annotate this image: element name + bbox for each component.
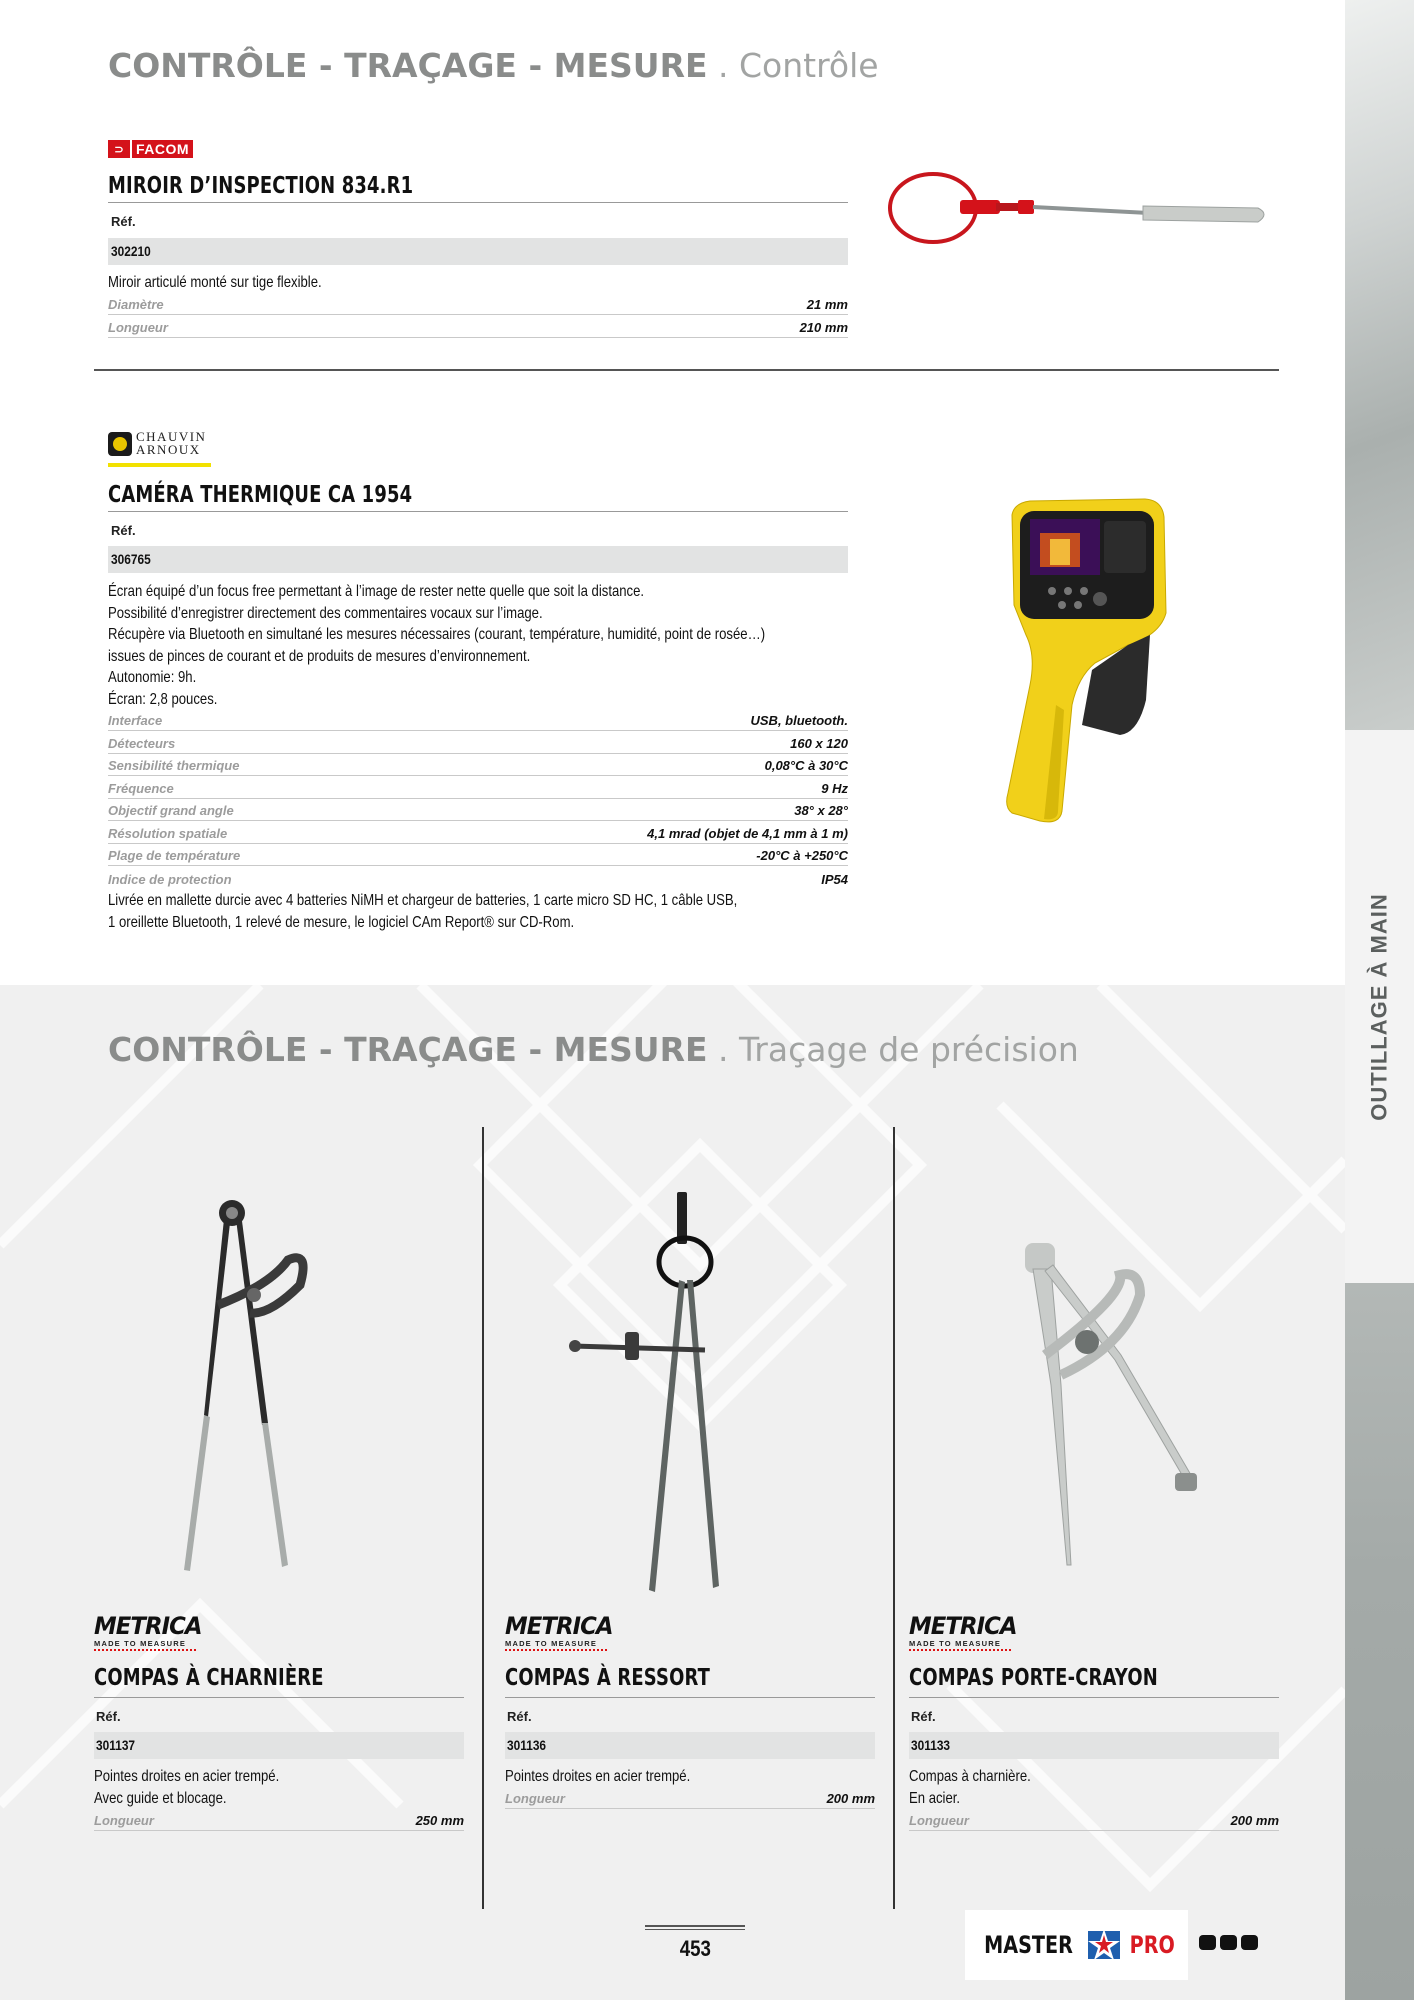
spec-key: Longueur [108, 319, 168, 335]
section-divider [94, 369, 1279, 371]
metrica-logo [909, 1614, 1019, 1652]
facom-mark-icon: ⊃ [108, 140, 130, 158]
masterpro-right: PRO [1129, 1931, 1175, 1959]
description-pencil-compass [909, 1766, 1031, 1809]
section-title-sub: . Contrôle [707, 46, 879, 85]
ref-label: Réf. [111, 214, 136, 229]
description-line: Possibilité d’enregistrer directement des commentaires vocaux sur l’image. [108, 604, 543, 622]
page-number-text: 453 [679, 1936, 711, 1961]
description-spring-compass [505, 1766, 690, 1788]
masterpro-star-icon [1084, 1925, 1124, 1965]
spec-value: 9 Hz [821, 780, 848, 796]
spec-value: 21 mm [806, 296, 848, 312]
ref-bar [108, 546, 848, 573]
spec-row [108, 708, 848, 731]
side-decoration-top [1345, 0, 1414, 730]
description-line: Compas à charnière. [909, 1768, 1031, 1785]
description-line: Pointes droites en acier trempé. [94, 1768, 280, 1785]
section-title-tracing [108, 1030, 1079, 1069]
ref-value-mirror: 302210 [111, 243, 151, 259]
ref-bar [94, 1732, 464, 1759]
side-decoration-bottom [1345, 1283, 1414, 2000]
spec-key: Longueur [909, 1812, 969, 1828]
title-rule [108, 202, 848, 203]
spec-row [108, 776, 848, 799]
page-number [645, 1925, 745, 1962]
spec-key: Fréquence [108, 780, 174, 796]
ref-label: Réf. [507, 1709, 532, 1724]
spec-row [108, 843, 848, 866]
section-title-control [108, 46, 879, 85]
footer-dots [1199, 1935, 1258, 1950]
section-title-sub: . Traçage de précision [707, 1030, 1079, 1069]
masterpro-left: MASTER [983, 1931, 1073, 1959]
ref-value-pencil-compass: 301133 [911, 1737, 951, 1753]
description-mirror [108, 272, 322, 294]
thermal-camera-image [1000, 495, 1175, 830]
description-line: Écran: 2,8 pouces. [108, 690, 218, 708]
section-title-main: CONTRÔLE - TRAÇAGE - MESURE [108, 1030, 708, 1069]
spec-value: IP54 [821, 871, 848, 887]
delivery-note-camera [108, 890, 737, 933]
spec-value: 38° x 28° [794, 802, 848, 818]
spec-key: Diamètre [108, 296, 164, 312]
spec-row [108, 798, 848, 821]
description-line: Récupère via Bluetooth en simultané les mesures nécessaires (courant, température, humidité, point de rosée…) [108, 626, 766, 643]
ref-value-hinge-compass: 301137 [96, 1737, 136, 1753]
spec-value: -20°C à +250°C [756, 847, 848, 863]
spec-key: Interface [108, 712, 163, 728]
spec-key: Indice de protection [108, 871, 232, 887]
spec-row [108, 292, 848, 315]
spec-value: 200 mm [1230, 1812, 1279, 1828]
metrica-logo [94, 1614, 204, 1652]
description-camera [108, 581, 765, 710]
metrica-tagline: MADE TO MEASURE [505, 1639, 607, 1651]
column-divider [482, 1127, 484, 1909]
metrica-tagline: MADE TO MEASURE [909, 1639, 1011, 1651]
spec-key: Objectif grand angle [108, 802, 234, 818]
spec-key: Plage de température [108, 847, 241, 863]
spec-key: Sensibilité thermique [108, 757, 240, 773]
ref-value-camera: 306765 [111, 551, 151, 567]
spec-value: 200 mm [826, 1790, 875, 1806]
spec-key: Longueur [505, 1790, 565, 1806]
section-title-main: CONTRÔLE - TRAÇAGE - MESURE [108, 46, 708, 85]
title-rule [505, 1697, 875, 1698]
side-tab-label: OUTILLAGE À MAIN [1366, 892, 1392, 1121]
title-rule [108, 511, 848, 512]
description-hinge-compass [94, 1766, 279, 1809]
ref-label: Réf. [96, 1709, 121, 1724]
product-title-pencil-compass: COMPAS PORTE-CRAYON [909, 1665, 1158, 1691]
spec-value: 0,08°C à 30°C [764, 757, 848, 773]
pencil-compass-image [1015, 1235, 1215, 1575]
dot-shape [1220, 1935, 1237, 1950]
description-line: En acier. [909, 1789, 961, 1807]
spec-key: Longueur [94, 1812, 154, 1828]
dot-shape [1199, 1935, 1216, 1950]
product-title-camera: CAMÉRA THERMIQUE CA 1954 [108, 482, 413, 508]
spec-value: USB, bluetooth. [750, 712, 848, 728]
metrica-wordmark: METRICA [94, 1612, 202, 1640]
ref-bar [909, 1732, 1279, 1759]
metrica-tagline: MADE TO MEASURE [94, 1639, 196, 1651]
spec-row [909, 1808, 1279, 1831]
chauvin-arnoux-logo [108, 430, 211, 466]
title-rule [94, 1697, 464, 1698]
spec-row [108, 315, 848, 338]
spring-compass-image [565, 1190, 725, 1600]
hinge-compass-image [170, 1195, 320, 1575]
product-title-spring-compass: COMPAS À RESSORT [505, 1665, 711, 1691]
spec-key: Résolution spatiale [108, 825, 228, 841]
description-line: Miroir articulé monté sur tige flexible. [108, 274, 322, 291]
spec-key: Détecteurs [108, 735, 176, 751]
facom-wordmark: FACOM [132, 140, 193, 158]
metrica-logo [505, 1614, 615, 1652]
brand-underline [108, 463, 211, 467]
ref-bar [505, 1732, 875, 1759]
spec-value: 160 x 120 [790, 735, 848, 751]
spec-row [94, 1808, 464, 1831]
product-title-hinge-compass: COMPAS À CHARNIÈRE [94, 1665, 324, 1691]
spec-row [108, 821, 848, 844]
spec-value: 250 mm [415, 1812, 464, 1828]
ref-label: Réf. [911, 1709, 936, 1724]
spec-value: 210 mm [799, 319, 848, 335]
facom-logo [108, 140, 193, 158]
masterpro-logo [965, 1910, 1188, 1980]
spec-row [108, 731, 848, 754]
description-line: Écran équipé d’un focus free permettant à l’image de rester nette quelle que soit la distance. [108, 583, 645, 600]
chauvin-arnoux-wordmark: CHAUVIN ARNOUX [136, 429, 207, 457]
description-line: Autonomie: 9h. [108, 669, 197, 686]
note-line: 1 oreillette Bluetooth, 1 relevé de mesure, le logiciel CAm Report® sur CD-Rom. [108, 913, 575, 931]
spec-row [108, 866, 848, 889]
description-line: issues de pinces de courant et de produits de mesures d’environnement. [108, 647, 531, 665]
metrica-wordmark: METRICA [909, 1612, 1017, 1640]
description-line: Avec guide et blocage. [94, 1789, 227, 1807]
ref-bar [108, 238, 848, 265]
spec-row [505, 1786, 875, 1809]
product-title-mirror: MIROIR D’INSPECTION 834.R1 [108, 173, 414, 199]
spec-row [108, 753, 848, 776]
note-line: Livrée en mallette durcie avec 4 batteries NiMH et chargeur de batteries, 1 carte micro SD HC, 1 câble USB, [108, 892, 738, 909]
metrica-wordmark: METRICA [505, 1612, 613, 1640]
chauvin-arnoux-mark-icon [108, 432, 132, 456]
description-line: Pointes droites en acier trempé. [505, 1768, 691, 1785]
inspection-mirror-image [878, 170, 1278, 260]
column-divider [893, 1127, 895, 1909]
ref-value-spring-compass: 301136 [507, 1737, 547, 1753]
dot-shape [1241, 1935, 1258, 1950]
ref-label: Réf. [111, 523, 136, 538]
title-rule [909, 1697, 1279, 1698]
spec-value: 4,1 mrad (objet de 4,1 mm à 1 m) [647, 825, 848, 841]
